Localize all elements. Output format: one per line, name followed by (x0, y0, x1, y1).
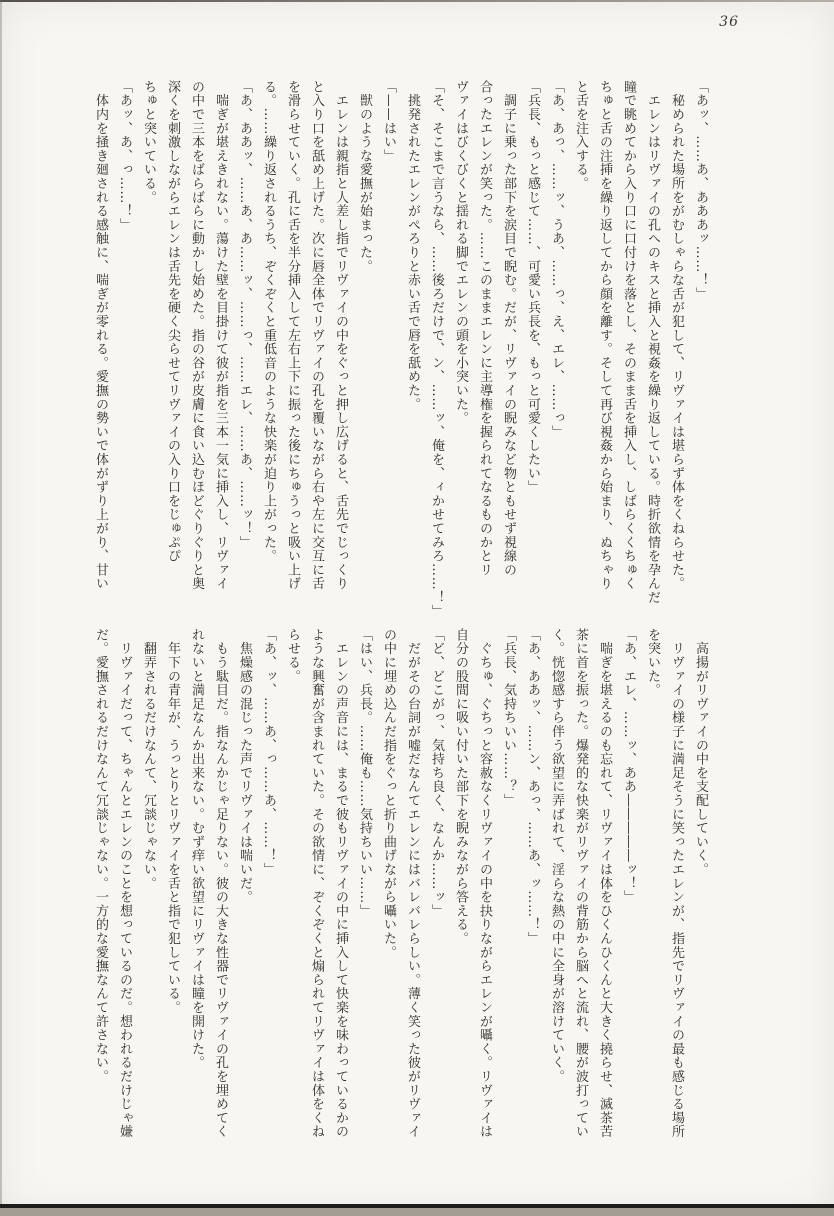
text-column: エレンは親指と人差し指でリヴァイの中をぐっと押し広げると、舌先でじっくり (333, 80, 348, 591)
text-column: 「あ、ああッ、……ン、あっ、……あ、ッ……！」 (525, 628, 540, 946)
text-column: 「——はい」 (381, 80, 396, 163)
text-column: 獣のような愛撫が始まった。 (357, 80, 372, 274)
text-column: 瞳で眺めてから入り口に口付けを落とし、そのまま舌を挿入し、しばらくくちゅく (621, 80, 636, 591)
text-column: く。恍惚感すら伴う欲望に弄ばれて、淫らな熱の中に全身が溶けていく。 (549, 628, 564, 1084)
scan-edge-bottom (0, 1208, 834, 1216)
text-column: 自分の股間に吸い付いた部下を睨みながら答える。 (453, 628, 468, 946)
text-column: 秘められた場所をがむしゃらな舌が犯して、リヴァイは堪らず体をくねらせた。 (669, 80, 684, 591)
text-column: 「あ、あっ、……ッ、うあ、……っ、え、エレ、……っ」 (549, 80, 564, 439)
text-column: と入り口を舐め上げた。次に唇全体でリヴァイの孔を覆いながら右や左に交互に舌 (309, 80, 324, 591)
top-text-block (80, 80, 712, 619)
text-column: と舌を注入する。 (573, 80, 588, 191)
text-column: 年下の青年が、うっとりとリヴァイを舌と指で犯している。 (165, 628, 180, 1015)
text-column: れないと満足なんか出来ない。むず痒い欲望にリヴァイは瞳を開けた。 (189, 628, 204, 1070)
text-column: だがその台詞が嘘だなんてエレンにはバレバレらしい。薄く笑った彼がリヴァイ (405, 628, 420, 1139)
text-column: ちゅと突いている。 (141, 80, 156, 205)
text-column: 「兵長、もっと感じて……、可愛い兵長を、もっと可愛くしたい」 (525, 80, 540, 494)
text-column: 「そ、そこまで言うなら、……後ろだけで、ン、……ッ、俺を、ィかせてみろ……！」 (429, 80, 444, 619)
text-column: ような興奮が含まれていた。その欲情に、ぞくぞくと煽られてリヴァイは体をくね (309, 628, 324, 1139)
scan-edge-top (0, 0, 834, 2)
text-column: の中で三本をばらばらに動かし始めた。指の谷が皮膚に食い込むほどぐりぐりと奥 (189, 80, 204, 591)
text-column: もう駄目だ。指なんかじゃ足りない。彼の大きな性器でリヴァイの孔を埋めてく (213, 628, 228, 1139)
text-column: 高揚がリヴァイの中を支配していく。 (693, 628, 708, 877)
text-column: リヴァイの様子に満足そうに笑ったエレンが、指先でリヴァイの最も感じる場所 (669, 628, 684, 1139)
text-column: 翻弄されるだけなんて、冗談じゃない。 (141, 628, 156, 891)
text-column: 「あッ、……あ、あああッ……！」 (693, 80, 708, 301)
text-column: の中に埋め込んだ指をぐっと折り曲げながら囁いた。 (381, 628, 396, 960)
scan-edge-left (0, 0, 2, 1216)
page-number: 36 (719, 14, 739, 30)
text-column: 喘ぎが堪えきれない。蕩けた壁を目掛けて彼が指を三本一気に挿入し、リヴァイ (213, 80, 228, 591)
text-column: る。……繰り返されるうち、ぞくぞくと重低音のような快楽が迫り上がった。 (261, 80, 276, 563)
text-column: エレンはリヴァイの孔へのキスと挿入と視姦を繰り返している。時折欲情を孕んだ (645, 80, 660, 605)
text-column: 「あッ、あ、っ……！」 (117, 80, 132, 232)
text-column: を突いた。 (645, 628, 660, 697)
bottom-text-block (80, 628, 712, 1188)
text-column: 「ど、どこがっ、気持ち良く、なんか……ッ」 (429, 628, 444, 918)
text-column: 焦燥感の混じった声でリヴァイは喘いだ。 (237, 628, 252, 904)
text-column: エレンの声音には、まるで彼もリヴァイの中に挿入して快楽を味わっているかの (333, 628, 348, 1139)
text-column: 深くを刺激しながらエレンは舌先を硬く尖らせてリヴァイの入り口をじゅぷぴ (165, 80, 180, 563)
text-column: ぐちゅ、ぐちっと容赦なくリヴァイの中を抉りながらエレンが囁く。リヴァイは (477, 628, 492, 1139)
text-column: 「兵長、気持ちいい……？」 (501, 628, 516, 808)
text-column: 喘ぎを堪えるのも忘れて、リヴァイは体をひくんひくんと大きく撓らせ、滅茶苦 (597, 628, 612, 1139)
text-column: だ。愛撫されるだけなんて冗談じゃない。一方的な愛撫なんて許さない。 (93, 628, 108, 1084)
text-column: 「はい、兵長。……俺も……気持ちいい……」 (357, 628, 372, 918)
text-column: 「あ、エレ、……ッ、ああ―――――ッ！」 (621, 628, 636, 904)
text-column: ヴァイはびくびくと揺れる脚でエレンの頭を小突いた。 (453, 80, 468, 425)
text-column: 「あ、ッ、……あ、っ……あ、……！」 (261, 628, 276, 877)
text-column: 茶に首を振った。爆発的な快楽がリヴァイの背筋から脳へと流れ、腰が波打ってい (573, 628, 588, 1139)
text-column: リヴァイだって、ちゃんとエレンのことを想っているのだ。想われるだけじゃ嫌 (117, 628, 132, 1139)
text-column: 体内を掻き廻される感触に、喘ぎが零れる。愛撫の勢いで体がずり上がり、甘い (93, 80, 108, 591)
text-column: 合ったエレンが笑った。……このままエレンに主導権を握られてなるものかとリ (477, 80, 492, 577)
text-column: を滑らせていく。孔に舌を半分挿入して左右上下に振った後にちゅうっと吸い上げ (285, 80, 300, 591)
text-column: 「あ、ああッ、……あ、あ……ッ、……っ、……エレ、……あ、……ッ！」 (237, 80, 252, 550)
text-column: らせる。 (285, 628, 300, 684)
text-column: 調子に乗った部下を涙目で睨む。だが、リヴァイの睨みなど物ともせず視線の (501, 80, 516, 577)
text-column: 挑発されたエレンがぺろりと赤い舌で唇を舐めた。 (405, 80, 420, 412)
text-column: ちゅと舌の注挿を繰り返してから顔を離す。そして再び視姦から始まり、ぬちゃり (597, 80, 612, 591)
